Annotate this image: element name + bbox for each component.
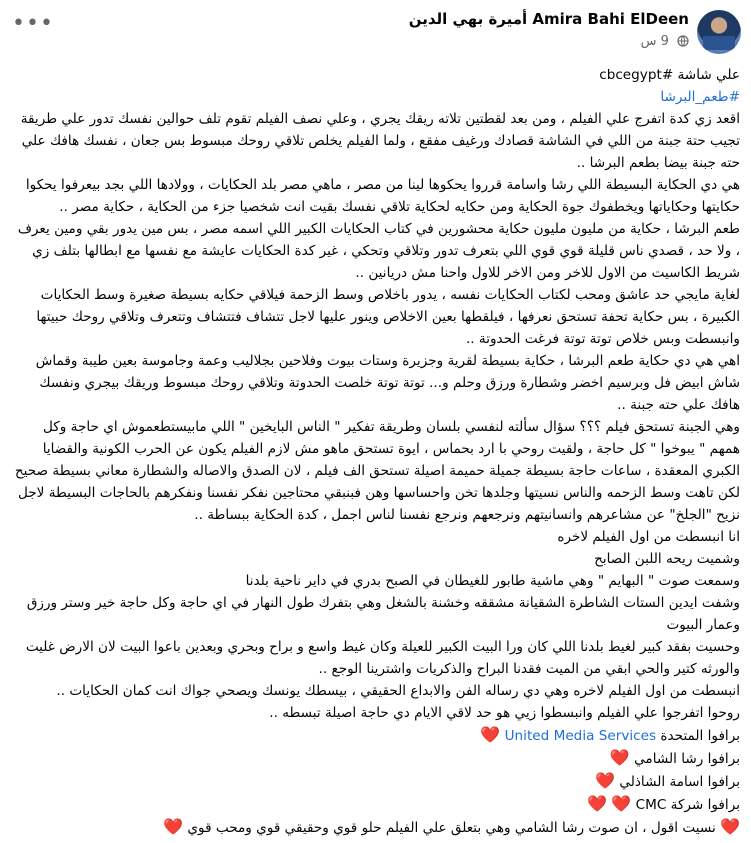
post-body [14,64,740,839]
credit-line [14,747,740,770]
heart-icon: ❤️ [480,725,501,744]
credit-text: برافوا شركة CMC [635,797,740,813]
paragraph: اقعد زي كدة اتفرج علي الفيلم ، ومن بعد لقطتين تلاته ريقك يجري ، وعلي نصف الفيلم تقوم تلف حوالين نفسك تدور علي طريقة تجيب حتة جبنة من اللي في الشاشة قصادك ورغيف مفقع ، ولما الفيلم يخلص تلاقي روحك مبسوط بس جعان ، نفسك هافك علي حته جبنة بيضا بطعم البرشا .. [20,111,740,171]
post-meta [641,34,689,49]
paragraph: وشفت ايدين الستات الشاطرة الشقيانة مشققه وخشنة بالشغل وهي بتفرك طول النهار في اي حاجة وكل حاجة خير وستر ورزق وعمار البيوت [26,595,740,633]
paragraph: وسمعت صوت " البهايم " وهي ماشية طابور للغيطان في الصبح بدري في داير ناحية بلدنا [245,573,740,589]
hashtag-line-film[interactable] [14,86,740,108]
credit-line [14,770,740,793]
paragraph: اهي هي دي حكاية طعم البرشا ، حكاية بسيطة لقرية وجزيرة وستات بيوت وفلاحين بجلاليب وعمة وجاموسة بعين طيبة وقماش شاش ابيض فل وبرسيم اخضر وشطارة ورزق وحلم و... توتة توتة خلصت الحدوتة وتلاقي روحك مبسوط وريقك بيجري ونفسك هافك علي حته جبنة .. [35,353,740,413]
credit-line [14,724,740,747]
avatar[interactable] [697,10,741,54]
credit-prefix: برافوا المتحدة [660,728,740,744]
heart-icon: ❤️ [595,771,616,790]
paragraph: هي دي الحكاية البسيطة اللي رشا واسامة قرروا يحكوها لينا من مصر ، ماهي مصر بلد الحكايات ، وولادها اللي بجد بيعرفوا يحكوا حكايتها وحكاياتها ويخطفوك جوة الحكاية ومن حكايه لحكاية تلاقي نفسك بقيت انت شخصيا جزء من الحكاية ، حكاية مصر .. [25,177,740,215]
paragraph: انبسطت من اول الفيلم لاخره وهي دي رساله الفن والابداع الحقيقي ، بيسطك يونسك ويصحي جواك انت كمان الحكايات .. [56,683,740,699]
paragraph: وهي الجبنة تستحق فيلم ؟؟؟ سؤال سألته لنفسي بلسان وطريقة تفكير " الناس البايخين " اللي مابيستطعموش اي حاجة وكل همهم " يبوخوا " كل حاجة ، ولقيت روحي با ارد بحماس ، ايوة تستحق ماهو مش لازم الفيلم يكون عن الحرب الكونية والقضايا الكبري المعقدة ، ساعات حاجة بسيطة جميلة حميمة اصيلة تستحق الف فيلم ، لان الصدق والاصاله والشطارة معاني بسيطة صحيح لكن تاهت وسط الزحمه والناس نسيتها وجلدها تخن واحساسها وهن فبنبقي محتاجين نفكر نفسنا ونفكرهم بالحاجات البسيطة لاجل نزيح "الجلخ" عن مشاعرهم وانسانيتهم ونرجعهم ونرجع نفسنا لناس اجمل ، كدة الحكاية ببساطة .. [14,419,740,523]
more-options-icon[interactable]: ••• [12,11,54,36]
paragraph: لغاية مايجي حد عاشق ومحب لكتاب الحكايات نفسه ، يدور باخلاص وسط الزحمة فيلاقي حكايه بسيطة صغيرة وسط الحكايات الكبيرة ، بس حكاية تحفة تستحق نعرفها ، فيلقطها بعين الاخلاص وينور عليها لاجل تتشاف فتتشاف وتتعرف وتلاقي روحك حبيتها وانبسطت وبس خلاص توتة توتة فرغت الحدوتة .. [36,287,740,347]
heart-icon: ❤️ [611,794,632,813]
heart-icon: ❤️ [720,817,740,836]
paragraph: وشميت ريحه اللبن الصابح [594,551,740,567]
globe-icon [677,35,689,47]
united-media-link[interactable]: United Media Services [504,728,657,744]
paragraph: طعم البرشا ، حكاية من مليون مليون حكاية محشورين في كتاب الحكايات الكبير اللي اسمه مصر ، بس مين يدور بقي ومين يعرف ، ولا حد ، قصدي ناس قليلة قوي قوي اللي بتعرف تدور وتلاقي وتحكي ، غير كدة الحكايات عايشة مع نفسها مع ابطالها بتلف زي شريط الكاسيت من الاول للاخر ومن الاخر للاول واحنا مش دريانين .. [17,221,740,281]
paragraph: روحوا اتفرجوا علي الفيلم وانبسطوا زيي هو حد لاقي الايام دي حاجة اصيلة تبسطه .. [269,705,740,721]
hashtag[interactable]: علي شاشة #cbcegypt [599,67,740,83]
paragraph: وحسيت بفقد كبير لغيط بلدنا اللي كان ورا البيت الكبير للعيلة وكان غيط واسع و براح وبحري وبعدين باعوا البيت لان الارض غليت والورثه كتير والحي ابقي من الميت فقدنا البراح والذكريات واشترينا الوجع .. [25,639,740,677]
paragraph: انا انبسطت من اول الفيلم لاخره [557,529,740,545]
credit-text: برافوا اسامة الشاذلي [619,774,740,790]
hashtag-line-channel[interactable] [14,64,740,86]
credit-text: برافوا رشا الشامي [634,751,740,767]
closing-text: نسيت اقول ، ان صوت رشا الشامي وهي بتعلق علي الفيلم حلو قوي وحقيقي قوي ومحب قوي [187,820,716,836]
credit-line [14,793,740,816]
post-time[interactable]: 9 س [640,34,669,49]
author-name[interactable]: Amira Bahi ElDeen أميرة بهي الدين [408,10,689,28]
avatar-image [703,36,735,50]
hashtag-link[interactable]: #طعم_البرشا [660,89,740,105]
heart-icon: ❤️ [587,794,608,813]
post-header [0,0,751,62]
closing-line [14,816,740,839]
heart-icon: ❤️ [163,817,184,836]
heart-icon: ❤️ [609,748,630,767]
